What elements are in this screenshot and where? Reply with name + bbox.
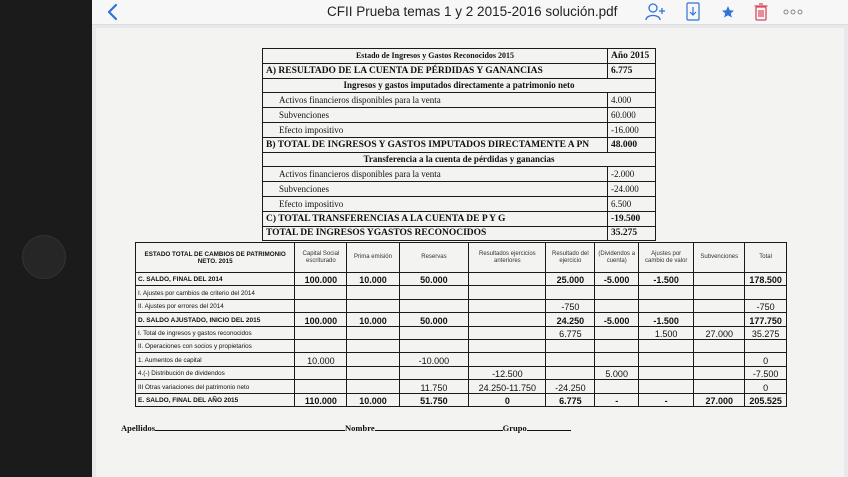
trash-icon[interactable] — [753, 2, 769, 22]
column-header: Prima emisión — [347, 243, 399, 273]
cell-value: 25.000 — [546, 273, 595, 286]
column-header: Capital Social escriturado — [295, 243, 347, 273]
cell-value: 205.525 — [745, 393, 787, 406]
cell-value: 27.000 — [694, 393, 745, 406]
cell-value: 110.000 — [295, 393, 347, 406]
row-label: Efecto impositivo — [263, 196, 608, 211]
cell-value — [639, 366, 694, 379]
cell-value — [546, 366, 595, 379]
column-header: Resultado del ejercicio — [546, 243, 595, 273]
cell-value — [595, 286, 639, 299]
cell-value — [639, 299, 694, 312]
row-value: 4.000 — [608, 93, 656, 108]
row-value: -16.000 — [608, 122, 656, 137]
row-label: C. SALDO, FINAL DEL 2014 — [136, 273, 295, 286]
cell-value: -5.000 — [595, 313, 639, 326]
table-row — [263, 226, 656, 241]
cell-value: 10.000 — [295, 353, 347, 366]
cell-value — [399, 339, 469, 352]
cell-value — [639, 380, 694, 393]
cell-value — [745, 286, 787, 299]
table-row — [136, 380, 787, 393]
cell-value: -24.250 — [546, 380, 595, 393]
cell-value: 0 — [745, 353, 787, 366]
cell-value — [399, 366, 469, 379]
home-button[interactable] — [22, 235, 66, 279]
nombre-label: Nombre — [345, 423, 375, 433]
cell-value: 10.000 — [347, 313, 399, 326]
chevron-left-icon[interactable] — [104, 2, 122, 22]
table1-header-year: Año 2015 — [608, 49, 656, 64]
cell-value: 6.775 — [546, 326, 595, 339]
column-header: Reservas — [399, 243, 469, 273]
cell-value: 35.275 — [745, 326, 787, 339]
cell-value: 10.000 — [347, 393, 399, 406]
apellidos-label: Apellidos — [121, 423, 156, 433]
row-value: -2.000 — [608, 167, 656, 182]
cell-value: -750 — [745, 299, 787, 312]
cell-value: -12.500 — [469, 366, 546, 379]
nombre-line — [375, 423, 503, 431]
cell-value: - — [639, 393, 694, 406]
row-label: TOTAL DE INGRESOS YGASTOS RECONOCIDOS — [263, 226, 608, 241]
grupo-line — [527, 423, 571, 431]
cell-value — [399, 299, 469, 312]
ingresos-gastos-table — [262, 48, 656, 241]
cell-value: 11.750 — [399, 380, 469, 393]
grupo-label: Grupo — [502, 423, 527, 433]
table-row — [263, 152, 656, 167]
cell-value — [399, 286, 469, 299]
cell-value: 51.750 — [399, 393, 469, 406]
row-value: -24.000 — [608, 182, 656, 197]
cell-value — [546, 353, 595, 366]
row-label: B) TOTAL DE INGRESOS Y GASTOS IMPUTADOS DIRECTAMENTE A PN — [263, 137, 608, 152]
row-label: I. Total de ingresos y gastos reconocidos — [136, 326, 295, 339]
table-row — [263, 63, 656, 78]
table-row — [263, 122, 656, 137]
cell-value — [295, 299, 347, 312]
row-value: -19.500 — [608, 211, 656, 226]
cell-value — [469, 326, 546, 339]
row-label: Activos financieros disponibles para la venta — [263, 93, 608, 108]
row-label: A) RESULTADO DE LA CUENTA DE PÉRDIDAS Y GANANCIAS — [263, 63, 608, 78]
table-row — [136, 326, 787, 339]
row-label: 4.(-) Distribución de dividendos — [136, 366, 295, 379]
cell-value — [347, 286, 399, 299]
cell-value: - — [595, 393, 639, 406]
cell-value: -1.500 — [639, 313, 694, 326]
student-info-line — [121, 423, 571, 433]
cell-value — [694, 273, 745, 286]
table-row — [263, 49, 656, 64]
row-label: I. Ajustes por cambios de criterio del 2014 — [136, 286, 295, 299]
cell-value — [639, 286, 694, 299]
cell-value — [347, 339, 399, 352]
cell-value: -750 — [546, 299, 595, 312]
cell-value — [295, 326, 347, 339]
cell-value: 24.250 — [546, 313, 595, 326]
cell-value — [295, 366, 347, 379]
pdf-page — [96, 28, 844, 477]
document-title: CFII Prueba temas 1 y 2 2015-2016 solución.pdf — [327, 4, 618, 19]
cell-value — [347, 366, 399, 379]
cell-value — [694, 353, 745, 366]
cell-value: 1.500 — [639, 326, 694, 339]
cell-value — [469, 286, 546, 299]
cell-value — [639, 339, 694, 352]
table-row — [136, 353, 787, 366]
table-row — [263, 137, 656, 152]
row-value: 35.275 — [608, 226, 656, 241]
cell-value: 100.000 — [295, 313, 347, 326]
section-heading: Ingresos y gastos imputados directamente a patrimonio neto — [263, 78, 656, 93]
column-header: Total — [745, 243, 787, 273]
cell-value — [595, 299, 639, 312]
row-value: 48.000 — [608, 137, 656, 152]
cell-value — [469, 299, 546, 312]
cell-value — [694, 366, 745, 379]
cell-value — [295, 339, 347, 352]
cell-value: -10.000 — [399, 353, 469, 366]
more-icon[interactable] — [782, 2, 804, 22]
cell-value — [546, 286, 595, 299]
add-contact-icon[interactable] — [645, 2, 667, 22]
cell-value — [347, 353, 399, 366]
top-toolbar — [92, 0, 848, 25]
row-label: C) TOTAL TRANSFERENCIAS A LA CUENTA DE P Y G — [263, 211, 608, 226]
cell-value — [694, 286, 745, 299]
cambios-patrimonio-table — [135, 242, 787, 407]
column-header: ESTADO TOTAL DE CAMBIOS DE PATRIMONIO NETO. 2015 — [136, 243, 295, 273]
row-label: 1. Aumentos de capital — [136, 353, 295, 366]
row-label: III Otras variaciones del patrimonio neto — [136, 380, 295, 393]
cell-value — [347, 326, 399, 339]
row-label: E. SALDO, FINAL DEL AÑO 2015 — [136, 393, 295, 406]
bookmark-icon[interactable] — [720, 2, 736, 22]
cell-value — [295, 380, 347, 393]
row-value: 6.500 — [608, 196, 656, 211]
cell-value — [694, 313, 745, 326]
table-row — [263, 182, 656, 197]
row-value: 60.000 — [608, 108, 656, 123]
cell-value — [595, 326, 639, 339]
table-row — [136, 286, 787, 299]
cell-value — [694, 299, 745, 312]
cell-value: 5.000 — [595, 366, 639, 379]
cell-value — [595, 353, 639, 366]
row-label: II. Ajustes por errores del 2014 — [136, 299, 295, 312]
row-label: II. Operaciones con socios y propietarios — [136, 339, 295, 352]
cell-value: 24.250-11.750 — [469, 380, 546, 393]
cell-value — [469, 339, 546, 352]
table-header-row — [136, 243, 787, 273]
table-row — [136, 273, 787, 286]
row-label: Efecto impositivo — [263, 122, 608, 137]
column-header: Subvenciones — [694, 243, 745, 273]
column-header: Resultados ejercicios anteriores — [469, 243, 546, 273]
cell-value — [295, 286, 347, 299]
table-row — [263, 167, 656, 182]
cell-value: -5.000 — [595, 273, 639, 286]
cell-value — [745, 339, 787, 352]
table-row — [263, 196, 656, 211]
table-row — [136, 366, 787, 379]
cell-value — [694, 380, 745, 393]
table-row — [136, 299, 787, 312]
cell-value — [639, 353, 694, 366]
cell-value — [469, 313, 546, 326]
cell-value: 50.000 — [399, 313, 469, 326]
cell-value — [546, 339, 595, 352]
cell-value — [469, 273, 546, 286]
cell-value — [694, 339, 745, 352]
column-header: Ajustes por cambio de valor — [639, 243, 694, 273]
pdf-viewer-screen — [92, 0, 848, 477]
table-row — [263, 78, 656, 93]
cell-value: 10.000 — [347, 273, 399, 286]
table1-header-label: Estado de Ingresos y Gastos Reconocidos 2015 — [263, 49, 608, 64]
cell-value: 27.000 — [694, 326, 745, 339]
cell-value: -7.500 — [745, 366, 787, 379]
cell-value — [347, 380, 399, 393]
cell-value — [595, 380, 639, 393]
column-header: (Dividendos a cuenta) — [595, 243, 639, 273]
section-heading: Transferencia a la cuenta de pérdidas y ganancias — [263, 152, 656, 167]
cell-value: 100.000 — [295, 273, 347, 286]
download-icon[interactable] — [685, 2, 701, 22]
row-value: 6.775 — [608, 63, 656, 78]
table-row — [136, 393, 787, 406]
row-label: Activos financieros disponibles para la venta — [263, 167, 608, 182]
cell-value: 0 — [469, 393, 546, 406]
table-row — [263, 211, 656, 226]
row-label: Subvenciones — [263, 182, 608, 197]
cell-value: 178.500 — [745, 273, 787, 286]
cell-value: 177.750 — [745, 313, 787, 326]
cell-value: 6.775 — [546, 393, 595, 406]
cell-value — [347, 299, 399, 312]
row-label: D. SALDO AJUSTADO, INICIO DEL 2015 — [136, 313, 295, 326]
apellidos-line — [155, 423, 345, 431]
table-row — [263, 108, 656, 123]
cell-value: 0 — [745, 380, 787, 393]
cell-value — [399, 326, 469, 339]
table-row — [263, 93, 656, 108]
table-row — [136, 339, 787, 352]
table-row — [136, 313, 787, 326]
cell-value — [469, 353, 546, 366]
row-label: Subvenciones — [263, 108, 608, 123]
cell-value: -1.500 — [639, 273, 694, 286]
cell-value — [595, 339, 639, 352]
cell-value: 50.000 — [399, 273, 469, 286]
